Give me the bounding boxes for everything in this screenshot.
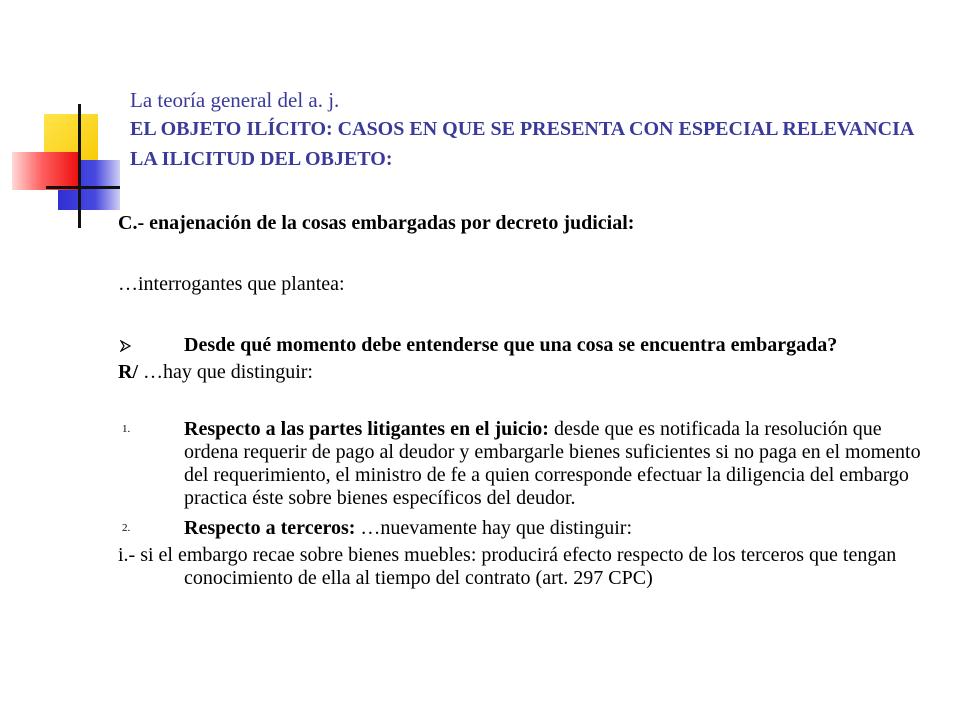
title-line-2: EL OBJETO ILÍCITO: CASOS EN QUE SE PRESENTA CON ESPECIAL RELEVANCIA LA ILICITUD DEL OBJETO: [130,118,914,170]
slide-body [118,212,938,590]
list-item-text: desde que es notificada la resolución que ordena requerir de pago al deudor y embargarle bienes suficientes si no paga en el momento del requerimiento, el ministro de fe a quien corresponde efectuar la diligencia del embargo practica éste sobre bienes específicos del deudor. [184,418,921,509]
list-item [118,517,938,540]
decoration-horizontal-line [46,186,120,189]
decoration-vertical-line [78,104,81,228]
sub-item-i: i.- si el embargo recae sobre bienes muebles: producirá efecto respecto de los terceros que tengan conocimiento de ella al tiempo del contrato (art. 297 CPC) [118,544,897,589]
list-marker: 1. [122,423,131,435]
slide-title [130,86,930,174]
intro-text: …interrogantes que plantea: [118,273,345,295]
decoration-red-square [12,152,78,190]
question-text: Desde qué momento debe entenderse que una cosa se encuentra embargada? [184,334,838,356]
list-item-text: …nuevamente hay que distinguir: [355,517,633,539]
title-line-1: La teoría general del a. j. [130,88,340,112]
list-marker: 2. [122,522,131,534]
list-item-bold: Respecto a terceros: [184,517,356,539]
answer-prefix: R/ [118,361,138,383]
arrow-bullet-icon [120,340,132,352]
answer-text: …hay que distinguir: [138,361,313,383]
list-item-bold: Respecto a las partes litigantes en el juicio: [184,418,549,440]
question-bullet [118,334,938,357]
section-heading: C.- enajenación de la cosas embargadas por decreto judicial: [118,212,635,234]
answer-line [118,361,938,384]
list-item [118,418,938,510]
